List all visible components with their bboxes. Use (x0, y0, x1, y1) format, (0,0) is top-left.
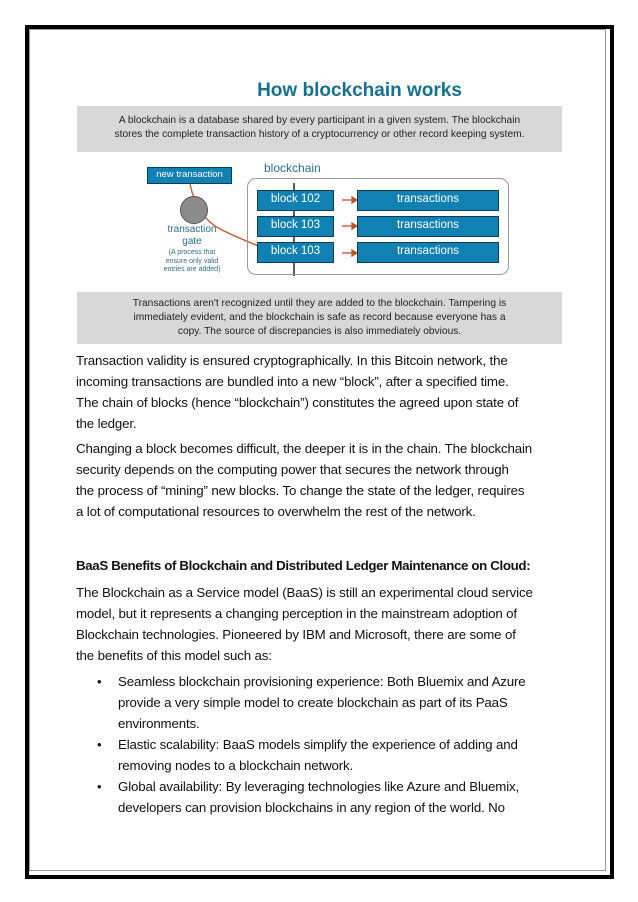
block-box: block 103 (257, 242, 334, 263)
footer-line: immediately evident, and the blockchain is safe as record because everyone has a (133, 312, 506, 323)
bullet-icon: • (97, 779, 102, 794)
intro-line: stores the complete transaction history of a cryptocurrency or other record keeping system. (114, 129, 525, 140)
new-transaction-box: new transaction (147, 167, 232, 184)
bullet-line: environments. (118, 716, 200, 731)
para2-line: the process of “mining” new blocks. To change the state of the ledger, requires (76, 483, 525, 498)
para2-line: a lot of computational resources to overwhelm the rest of the network. (76, 504, 476, 519)
para3-line: model, but it represents a changing perception in the mainstream adoption of (76, 606, 517, 621)
intro-line: A blockchain is a database shared by every participant in a given system. The blockchain (118, 115, 521, 126)
footer-line: Transactions aren't recognized until they are added to the blockchain. Tampering is (132, 298, 507, 309)
gate-note-line: ensure only valid (165, 257, 219, 265)
transactions-box: transactions (357, 216, 499, 237)
gate-note (152, 249, 232, 275)
para1-line: The chain of blocks (hence “blockchain”) constitutes the agreed upon state of (76, 395, 519, 410)
gate-note-line: entries are added) (163, 266, 221, 273)
para2-line: Changing a block becomes difficult, the deeper it is in the chain. The blockchain (76, 441, 532, 456)
para2-line: security depends on the computing power that secures the network through (76, 462, 509, 477)
bullet-line: Seamless blockchain provisioning experience: Both Bluemix and Azure (118, 674, 526, 689)
gate-title-line: gate (182, 236, 202, 247)
gate-title-line: transaction (167, 224, 217, 235)
transactions-box: transactions (357, 190, 499, 211)
bullet-line: removing nodes to a blockchain network. (118, 758, 354, 773)
bullet-icon: • (97, 737, 102, 752)
figure-title: How blockchain works (257, 80, 462, 101)
transactions-box: transactions (357, 242, 499, 263)
bullet-line: provide a very simple model to create blockchain as part of its PaaS (118, 695, 508, 710)
block-box: block 102 (257, 190, 334, 211)
blockchain-figure (77, 78, 562, 342)
para1-line: Transaction validity is ensured cryptographically. In this Bitcoin network, the (76, 353, 508, 368)
blockchain-label: blockchain (264, 161, 321, 175)
para1-line: incoming transactions are bundled into a new “block”, after a specified time. (76, 374, 509, 389)
gate-title (152, 224, 232, 248)
para1-line: the ledger. (76, 416, 137, 431)
para3-line: the benefits of this model such as: (76, 648, 272, 663)
footer-line: copy. The source of discrepancies is also immediately obvious. (177, 326, 462, 337)
para3-line: The Blockchain as a Service model (BaaS) is still an experimental cloud service (76, 585, 533, 600)
bullet-icon: • (97, 674, 102, 689)
bullet-line: Elastic scalability: BaaS models simplify the experience of adding and (118, 737, 518, 752)
gate-note-line: (A process that (168, 249, 216, 256)
section-heading: BaaS Benefits of Blockchain and Distributed Ledger Maintenance on Cloud: (76, 558, 531, 573)
para3-line: Blockchain technologies. Pioneered by IBM and Microsoft, there are some of (76, 627, 516, 642)
transaction-gate-icon (180, 196, 208, 224)
block-box: block 103 (257, 216, 334, 237)
bullet-line: Global availability: By leveraging technologies like Azure and Bluemix, (118, 779, 520, 794)
figure-footer (77, 292, 562, 344)
bullet-line: developers can provision blockchains in any region of the world. No (118, 800, 505, 815)
